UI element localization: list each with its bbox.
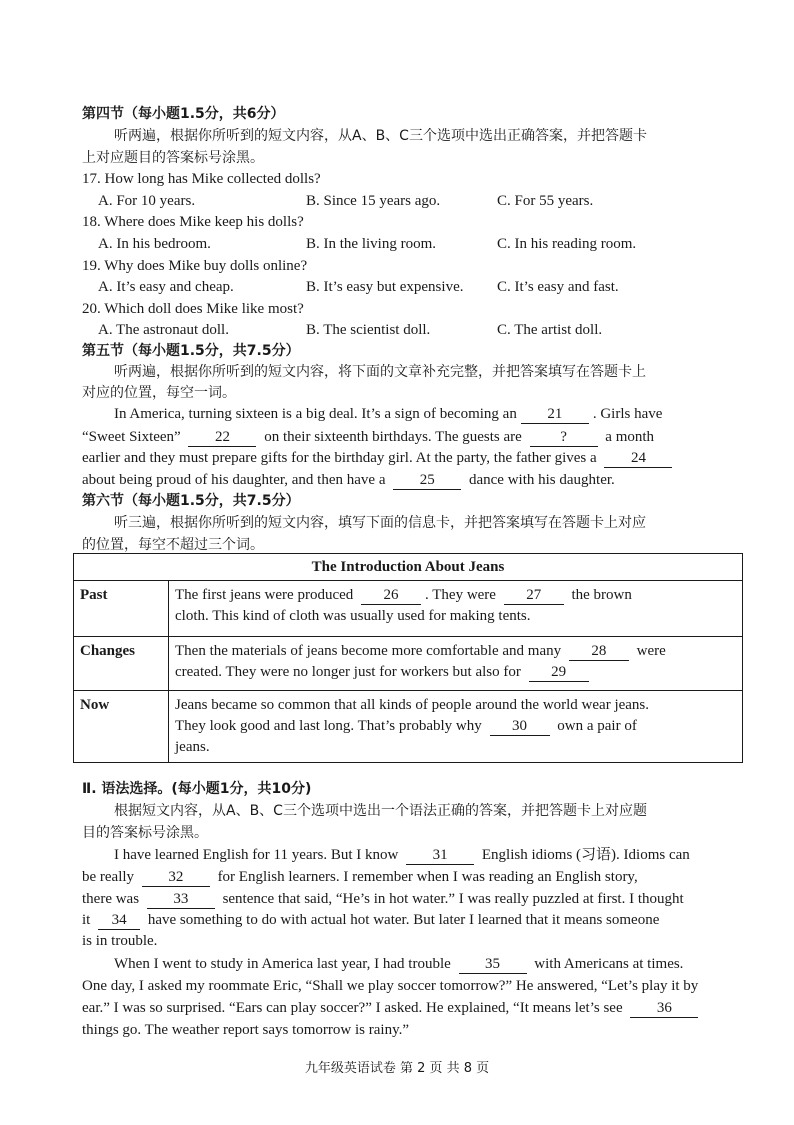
cell-text: were xyxy=(636,643,666,659)
blank-26: 26 xyxy=(361,587,421,605)
section-4-instruction-line-1: 听两遍，根据你所听到的短文内容，从A、B、C三个选项中选出正确答案，并把答题卡 xyxy=(114,128,647,144)
passage-text: a month xyxy=(605,429,655,445)
q17-option-c: C. For 55 years. xyxy=(497,193,594,209)
cell-text: own a pair of xyxy=(557,718,637,734)
cell-text: the brown xyxy=(571,587,632,603)
passage-text: dance with his daughter. xyxy=(468,472,615,488)
row-content-now xyxy=(169,691,743,763)
passage-text: it xyxy=(82,912,91,928)
passage-text: be really xyxy=(82,869,135,885)
passage-text: When I went to study in America last year, I had trouble xyxy=(114,956,451,972)
row-content-changes xyxy=(169,637,743,691)
row-content-past xyxy=(169,581,743,637)
passage-text: earlier and they must prepare gifts for the birthday girl. At the party, the father gives a xyxy=(82,450,597,466)
section-5-instruction-line-2: 对应的位置，每空一词。 xyxy=(82,385,236,401)
cell-text: They look good and last long. That’s probably why xyxy=(175,718,482,734)
page-footer: 九年级英语试卷 第 2 页 共 8 页 xyxy=(304,1061,490,1076)
row-label-now: Now xyxy=(74,691,169,763)
cell-text: cloth. This kind of cloth was usually used for making tents. xyxy=(175,608,531,624)
grammar-passage-line: is in trouble. xyxy=(82,933,158,949)
blank-28: 28 xyxy=(569,643,629,661)
passage-text: have something to do with actual hot water. But later I learned that it means someone xyxy=(147,912,660,928)
cell-text: . They were xyxy=(425,587,496,603)
q19-option-c: C. It’s easy and fast. xyxy=(497,279,619,295)
blank-35: 35 xyxy=(459,956,527,974)
passage-text: with Americans at times. xyxy=(534,956,684,972)
q19-option-a: A. It’s easy and cheap. xyxy=(98,279,234,295)
grammar-passage-line: things go. The weather report says tomorrow is rainy.” xyxy=(82,1022,410,1038)
row-label-changes: Changes xyxy=(74,637,169,691)
passage-text: on their sixteenth birthdays. The guests are xyxy=(264,429,522,445)
blank-29: 29 xyxy=(529,664,589,682)
q20-option-b: B. The scientist doll. xyxy=(306,322,431,338)
blank-31: 31 xyxy=(406,847,474,865)
section-5-instruction-line-1: 听两遍，根据你所听到的短文内容，将下面的文章补充完整，并把答案填写在答题卡上 xyxy=(114,364,646,380)
info-card-title: The Introduction About Jeans xyxy=(74,554,743,581)
section-6-instruction-line-2: 的位置，每空不超过三个词。 xyxy=(82,537,264,553)
blank-23: ? xyxy=(530,429,598,447)
passage-text: about being proud of his daughter, and then have a xyxy=(82,472,386,488)
passage-text: English idioms (习语). Idioms can xyxy=(481,847,690,863)
passage-text: “Sweet Sixteen” xyxy=(82,429,181,445)
grammar-passage-line xyxy=(114,954,683,974)
part-2-header: Ⅱ. 语法选择。(每小题1分，共10分) xyxy=(82,781,312,797)
blank-30: 30 xyxy=(490,718,550,736)
passage-text: for English learners. I remember when I was reading an English story, xyxy=(217,869,638,885)
q18-option-c: C. In his reading room. xyxy=(497,236,637,252)
passage-text: I have learned English for 11 years. But I know xyxy=(114,847,399,863)
cell-text: created. They were no longer just for workers but also for xyxy=(175,664,521,680)
passage-line xyxy=(82,427,654,447)
blank-25: 25 xyxy=(393,472,461,490)
grammar-passage-line xyxy=(82,889,684,909)
section-4-header: 第四节（每小题1.5分，共6分） xyxy=(82,106,285,122)
grammar-passage-line xyxy=(82,867,638,887)
blank-27: 27 xyxy=(504,587,564,605)
q19-option-b: B. It’s easy but expensive. xyxy=(306,279,464,295)
part-2-instruction-line-1: 根据短文内容，从A、B、C三个选项中选出一个语法正确的答案，并把答题卡上对应题 xyxy=(114,803,647,819)
question-18: 18. Where does Mike keep his dolls? xyxy=(82,214,304,230)
blank-21: 21 xyxy=(521,406,589,424)
blank-36: 36 xyxy=(630,1000,698,1018)
question-20: 20. Which doll does Mike like most? xyxy=(82,301,304,317)
blank-33: 33 xyxy=(147,891,215,909)
q18-option-b: B. In the living room. xyxy=(306,236,436,252)
part-2-instruction-line-2: 目的答案标号涂黑。 xyxy=(82,825,208,841)
passage-line xyxy=(82,470,615,490)
passage-text: . Girls have xyxy=(592,406,663,422)
section-5-header: 第五节（每小题1.5分，共7.5分） xyxy=(82,343,300,359)
blank-24: 24 xyxy=(604,450,672,468)
passage-text: ear.” I was so surprised. “Ears can play soccer?” I asked. He explained, “It means let’s see xyxy=(82,1000,623,1016)
row-label-past: Past xyxy=(74,581,169,637)
blank-32: 32 xyxy=(142,869,210,887)
grammar-passage-line xyxy=(82,910,659,930)
passage-text: there was xyxy=(82,891,140,907)
grammar-passage-line xyxy=(82,998,702,1018)
cell-text: jeans. xyxy=(175,739,210,755)
cell-text: Then the materials of jeans become more comfortable and many xyxy=(175,643,562,659)
grammar-passage-line xyxy=(114,845,690,865)
q20-option-a: A. The astronaut doll. xyxy=(98,322,229,338)
q17-option-a: A. For 10 years. xyxy=(98,193,196,209)
question-19: 19. Why does Mike buy dolls online? xyxy=(82,258,308,274)
q18-option-a: A. In his bedroom. xyxy=(98,236,211,252)
passage-text: sentence that said, “He’s in hot water.” I was really puzzled at first. I thought xyxy=(222,891,684,907)
cell-text: Jeans became so common that all kinds of people around the world wear jeans. xyxy=(175,697,650,713)
q20-option-c: C. The artist doll. xyxy=(497,322,603,338)
blank-22: 22 xyxy=(188,429,256,447)
passage-line xyxy=(82,448,676,468)
blank-34: 34 xyxy=(98,912,140,930)
jeans-info-card xyxy=(73,553,743,763)
question-17: 17. How long has Mike collected dolls? xyxy=(82,171,321,187)
section-4-instruction-line-2: 上对应题目的答案标号涂黑。 xyxy=(82,150,264,166)
passage-line xyxy=(114,404,662,424)
passage-text: In America, turning sixteen is a big deal. It’s a sign of becoming an xyxy=(114,406,517,422)
section-6-instruction-line-1: 听三遍，根据你所听到的短文内容，填写下面的信息卡，并把答案填写在答题卡上对应 xyxy=(114,515,646,531)
cell-text: The first jeans were produced xyxy=(175,587,354,603)
q17-option-b: B. Since 15 years ago. xyxy=(306,193,441,209)
section-6-header: 第六节（每小题1.5分，共7.5分） xyxy=(82,493,300,509)
grammar-passage-line: One day, I asked my roommate Eric, “Shall we play soccer tomorrow?” He answered, “Let’s play it by xyxy=(82,978,699,994)
